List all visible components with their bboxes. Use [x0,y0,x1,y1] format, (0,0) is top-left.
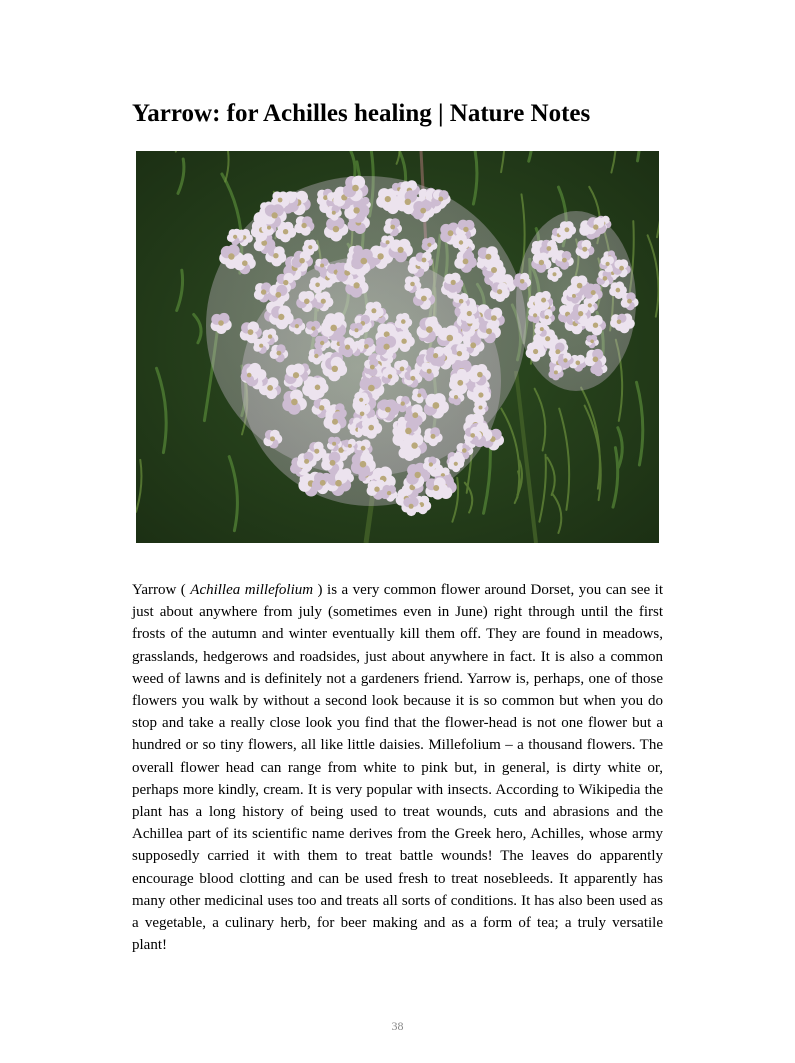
body-text-before: Yarrow ( [132,582,191,598]
page-title: Yarrow: for Achilles healing | Nature Notes [132,100,591,127]
species-name: Achillea millefolium [190,582,314,598]
body-text-after: ) is a very common flower around Dorset, you can see it just about anywhere from july (sometimes even in June) right through until the first frosts of the autumn and winter eventually kill them off. They are found in meadows, grasslands, hedgerows and roadsides, just about anywhere in fact. It is also a common weed of lawns and is definitely not a gardeners friend. Yarrow is, perhaps, one of those flowers you walk by without a second look because it is so common but when you do stop and take a really close look you find that the flower-head is not one flower but a hundred or so tiny flowers, all like little daisies. Millefolium – a thousand flowers. The overall flower head can range from white to pink but, in general, is dirty white or, perhaps more kindly, cream. It is very popular with insects. According to Wikipedia the plant has a long history of being used to treat wounds, cuts and abrasions and the Achillea part of its scientific name derives from the Greek hero, Achilles, whose army supposedly carried it with them to treat battle wounds! The leaves do apparently encourage blood clotting and can be used fresh to treat nosebleeds. It apparently has many other medicinal uses too and treats all sorts of conditions. It has also been used as a vegetable, a culinary herb, for beer making and as a form of tea; a truly versatile plant! [132,582,664,954]
yarrow-flower-photo [136,151,659,543]
article-body [132,579,663,956]
page-number: 38 [391,1019,404,1033]
